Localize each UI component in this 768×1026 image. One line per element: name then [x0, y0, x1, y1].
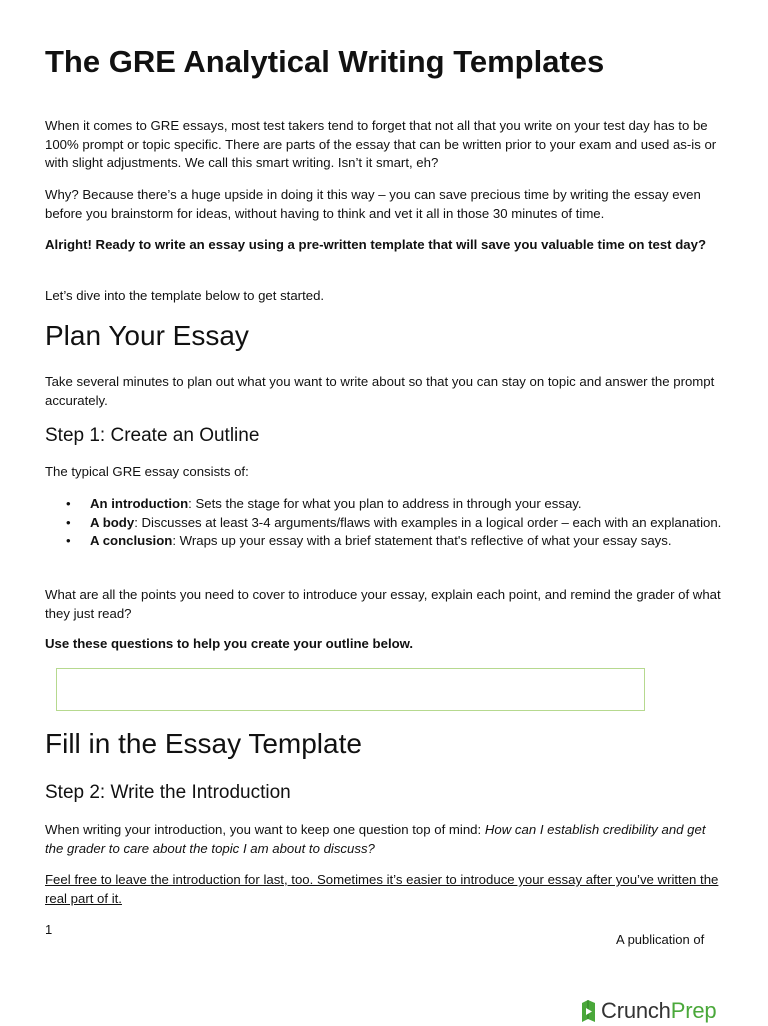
bullet-icon: •	[66, 533, 71, 548]
plan-heading: Plan Your Essay	[45, 320, 249, 351]
step1-paragraph-2: What are all the points you need to cover to introduce your essay, explain each point, and remind the grader of what they just read?	[45, 587, 721, 621]
bullet-icon: •	[66, 514, 71, 530]
step2-heading: Step 2: Write the Introduction	[45, 782, 291, 803]
intro-paragraph-3: Alright! Ready to write an essay using a pre-written template that will save you valuable time on test day?	[45, 237, 707, 252]
fill-template-heading: Fill in the Essay Template	[45, 728, 362, 759]
logo-crunch: Crunch	[601, 998, 671, 1023]
outline-bullet-list	[66, 495, 730, 551]
book-play-icon	[579, 997, 601, 1025]
bullet-item-body	[66, 514, 730, 533]
bullet-icon: •	[66, 496, 71, 511]
step2-paragraph-1	[45, 821, 725, 858]
bullet-term: An introduction	[90, 496, 189, 511]
bullet-item-introduction	[66, 495, 730, 514]
plan-paragraph: Take several minutes to plan out what you want to write about so that you can stay on topic and answer the prompt accurately.	[45, 374, 715, 408]
bullet-text: : Discusses at least 3-4 arguments/flaws with examples in a logical order – each with an explanation.	[134, 514, 722, 530]
logo-wordmark	[601, 998, 716, 1024]
page-number: 1	[45, 922, 53, 937]
publication-label: A publication of	[616, 932, 705, 947]
step2-paragraph-2: Feel free to leave the introduction for last, too. Sometimes it’s easier to introduce your essay after you’ve written the real part of it.	[45, 872, 719, 906]
outline-input-box[interactable]	[56, 668, 645, 711]
bullet-text: : Wraps up your essay with a brief statement that's reflective of what your essay says.	[172, 533, 672, 548]
document-title: The GRE Analytical Writing Templates	[45, 44, 605, 79]
intro-paragraph-1: When it comes to GRE essays, most test takers tend to forget that not all that you write on your test day has to be 100% prompt or topic specific. There are parts of the essay that can be written prior to your exam and used as-is or with slight adjustments. We call this smart writing. Isn’t it smart, eh?	[45, 118, 717, 170]
bullet-text: : Sets the stage for what you plan to address in through your essay.	[188, 496, 582, 511]
logo-prep: Prep	[670, 998, 717, 1023]
step1-paragraph: The typical GRE essay consists of:	[45, 464, 249, 479]
bullet-item-conclusion	[66, 532, 730, 551]
crunchprep-logo	[579, 996, 716, 1026]
step1-heading: Step 1: Create an Outline	[45, 425, 260, 446]
step2-plain-text: When writing your introduction, you want to keep one question top of mind:	[45, 822, 485, 837]
bullet-term: A body	[90, 514, 135, 530]
step2-italic-text: How can I establish credibility and get the grader to care about the topic I am about to discuss?	[45, 822, 706, 856]
intro-paragraph-2: Why? Because there’s a huge upside in doing it this way – you can save precious time by writing the essay even before you brainstorm for ideas, without having to think and vet it all in those 30 minutes of time.	[45, 187, 701, 221]
bullet-term: A conclusion	[90, 533, 173, 548]
intro-paragraph-4: Let’s dive into the template below to get started.	[45, 288, 325, 303]
step1-paragraph-3: Use these questions to help you create your outline below.	[45, 636, 414, 651]
